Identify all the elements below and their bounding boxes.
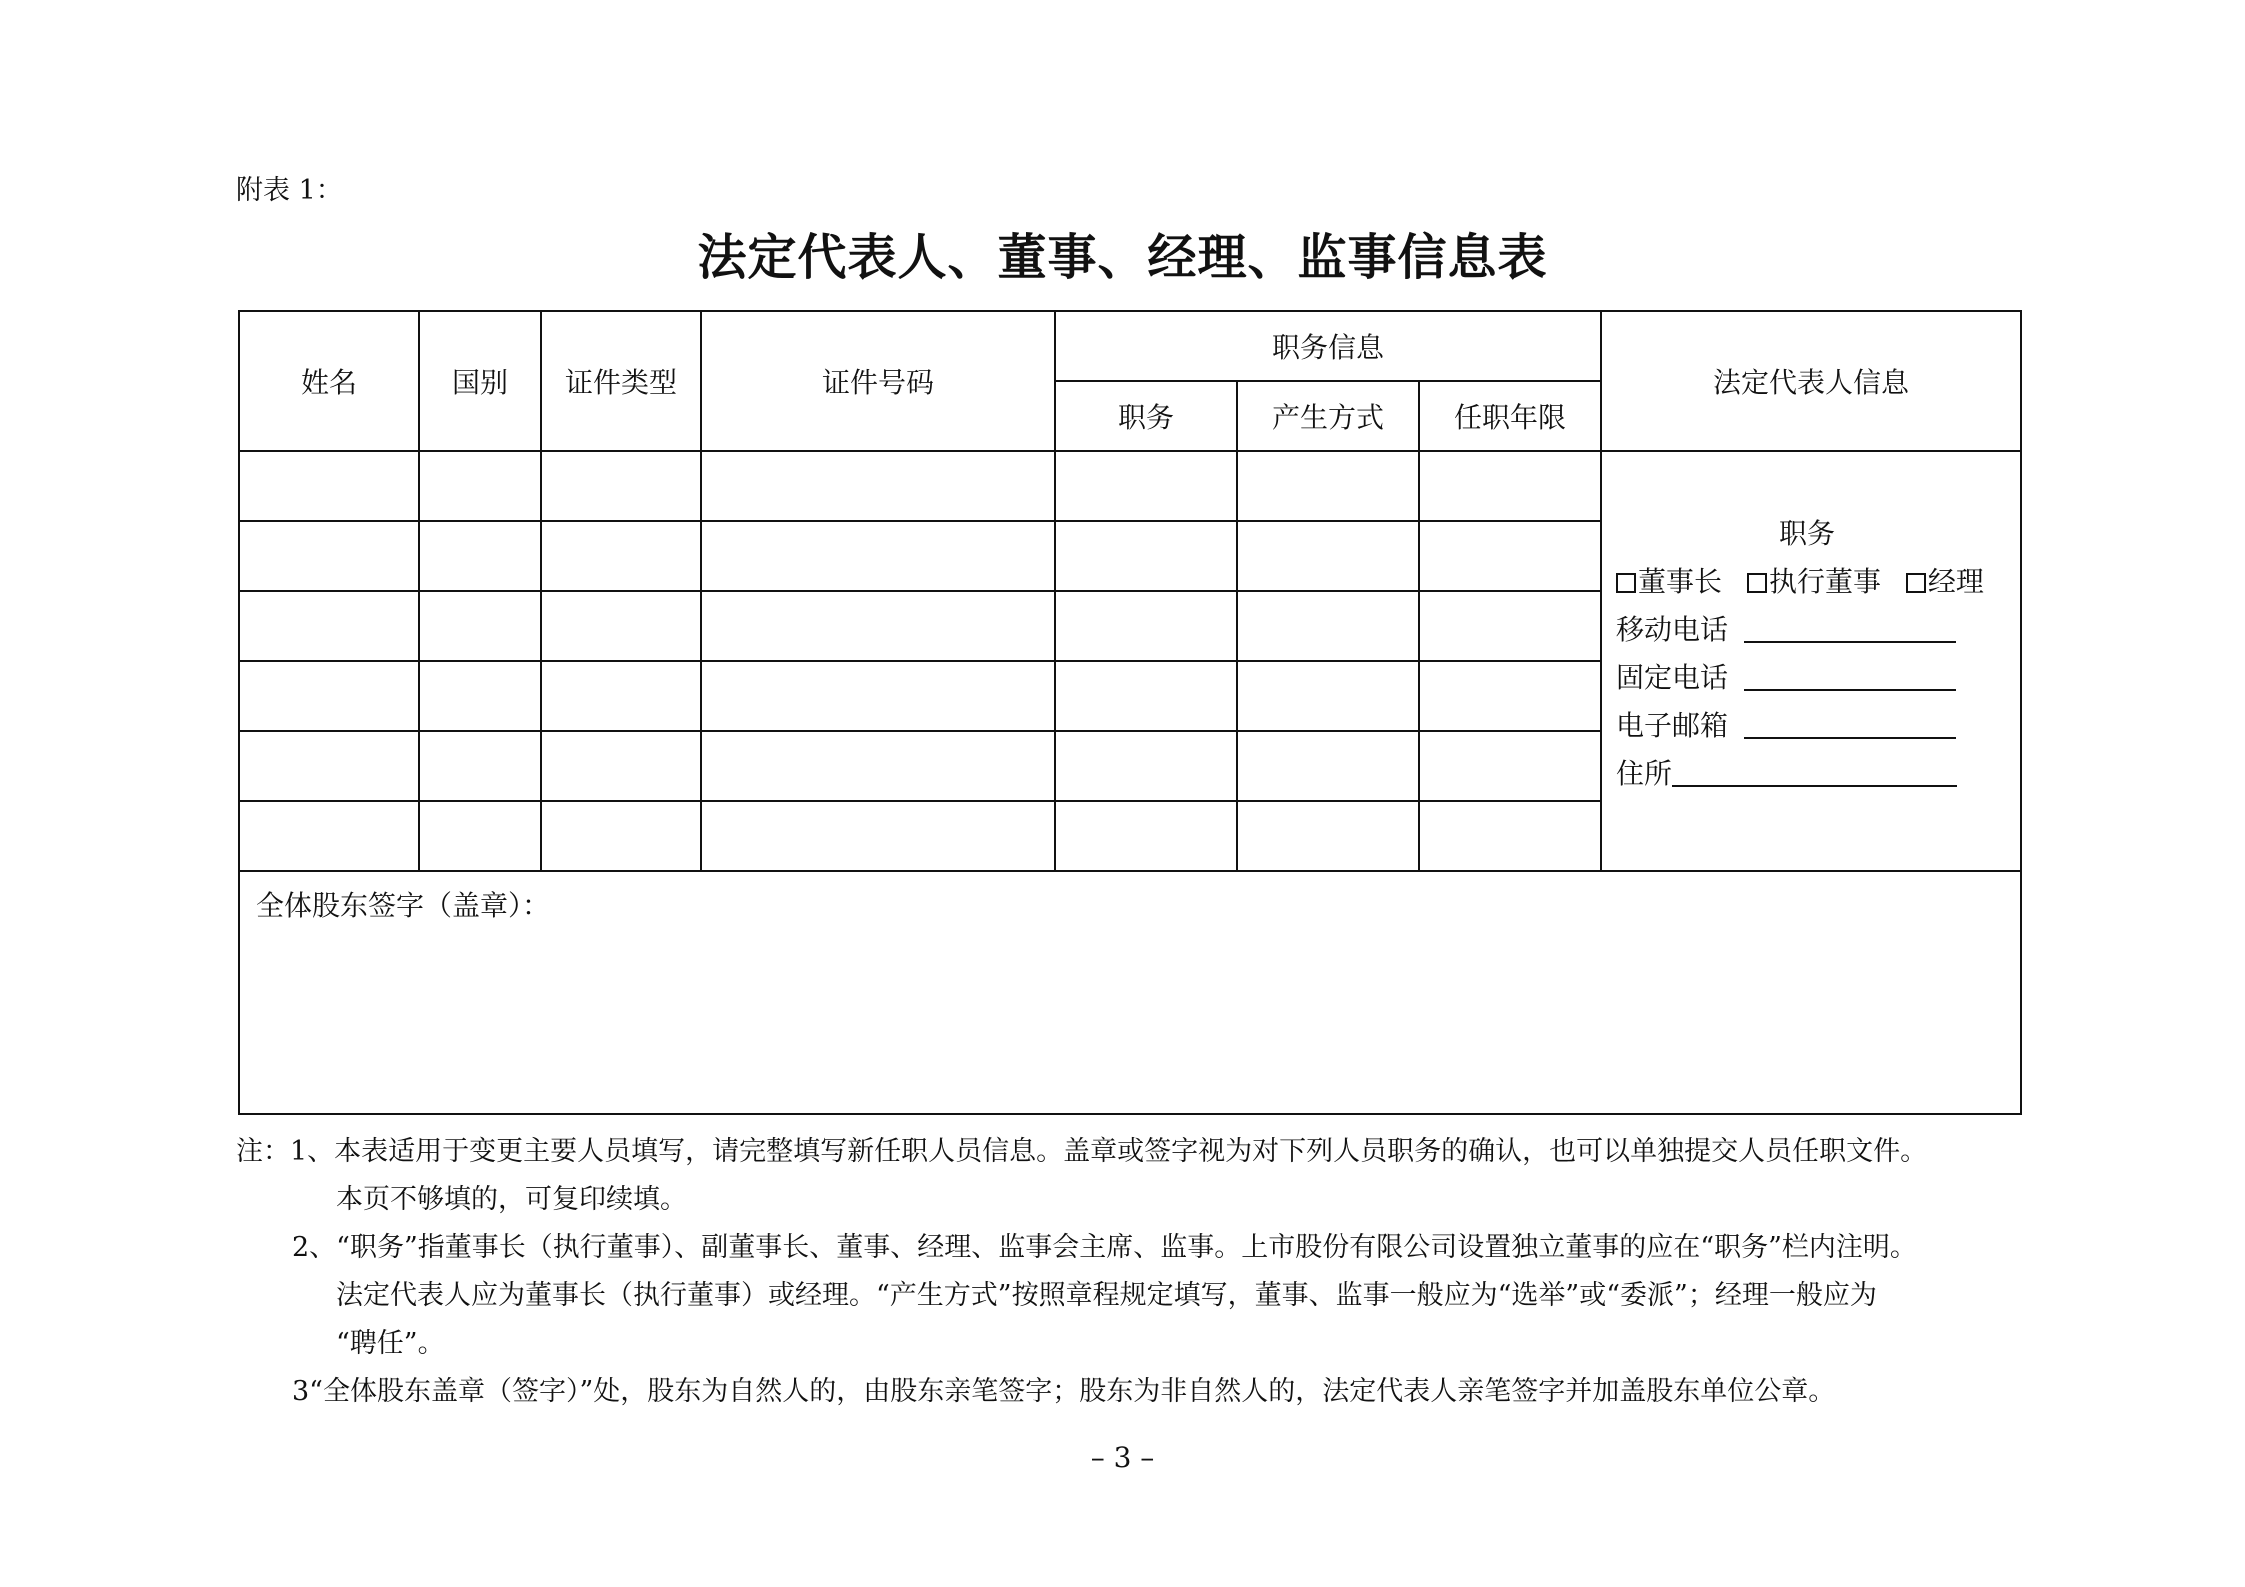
id-number-cell[interactable] — [701, 521, 1055, 591]
address-input-line[interactable] — [1672, 759, 1957, 787]
id-number-cell[interactable] — [701, 731, 1055, 801]
nationality-cell[interactable] — [419, 801, 541, 871]
mobile-label: 移动电话 — [1616, 613, 1729, 646]
appendix-label: 附表 1： — [236, 175, 343, 206]
nationality-cell[interactable] — [419, 521, 541, 591]
email-input-line[interactable] — [1744, 711, 1956, 739]
nationality-cell[interactable] — [419, 591, 541, 661]
id-type-cell[interactable] — [541, 731, 701, 801]
legal-rep-info-panel — [1601, 451, 2021, 871]
appointment-method-cell[interactable] — [1237, 661, 1419, 731]
note-line: 3“全体股东盖章（签字）”处，股东为自然人的，由股东亲笔签字；股东为非自然人的，法定代表人亲笔签字并加盖股东单位公章。 — [292, 1376, 1836, 1407]
landline-input-line[interactable] — [1744, 663, 1956, 691]
mobile-input-line[interactable] — [1744, 615, 1956, 643]
position-cell[interactable] — [1055, 591, 1237, 661]
term-cell[interactable] — [1419, 521, 1601, 591]
name-cell[interactable] — [239, 801, 419, 871]
appointment-method-cell[interactable] — [1237, 521, 1419, 591]
header-id-type: 证件类型 — [541, 311, 701, 451]
appointment-method-cell[interactable] — [1237, 451, 1419, 521]
appointment-method-cell[interactable] — [1237, 801, 1419, 871]
appointment-method-cell[interactable] — [1237, 591, 1419, 661]
option-chairman-label: 董事长 — [1638, 565, 1723, 598]
term-cell[interactable] — [1419, 591, 1601, 661]
shareholder-signature-area[interactable] — [239, 871, 2021, 1114]
mobile-field — [1616, 606, 2020, 654]
checkbox-icon[interactable] — [1906, 573, 1926, 593]
landline-label: 固定电话 — [1616, 661, 1729, 694]
header-nationality: 国别 — [419, 311, 541, 451]
id-type-cell[interactable] — [541, 661, 701, 731]
notes-section — [236, 1128, 2026, 1416]
name-cell[interactable] — [239, 521, 419, 591]
header-position-info: 职务信息 — [1055, 311, 1601, 381]
header-legal-rep-info: 法定代表人信息 — [1601, 311, 2021, 451]
nationality-cell[interactable] — [419, 731, 541, 801]
id-number-cell[interactable] — [701, 661, 1055, 731]
option-executive-director-label: 执行董事 — [1768, 565, 1881, 598]
id-number-cell[interactable] — [701, 591, 1055, 661]
email-field — [1616, 702, 2020, 750]
id-type-cell[interactable] — [541, 451, 701, 521]
id-type-cell[interactable] — [541, 801, 701, 871]
checkbox-icon[interactable] — [1616, 573, 1636, 593]
note-line: “聘任”。 — [336, 1328, 445, 1359]
landline-field — [1616, 654, 2020, 702]
id-type-cell[interactable] — [541, 591, 701, 661]
term-cell[interactable] — [1419, 801, 1601, 871]
name-cell[interactable] — [239, 451, 419, 521]
name-cell[interactable] — [239, 591, 419, 661]
checkbox-icon[interactable] — [1747, 573, 1767, 593]
id-number-cell[interactable] — [701, 801, 1055, 871]
header-name: 姓名 — [239, 311, 419, 451]
note-line: 2、“职务”指董事长（执行董事）、副董事长、董事、经理、监事会主席、监事。上市股份有限公司设置独立董事的应在“职务”栏内注明。 — [292, 1232, 1917, 1263]
table-row — [239, 451, 2021, 521]
name-cell[interactable] — [239, 661, 419, 731]
option-executive-director[interactable] — [1747, 565, 1881, 598]
id-number-cell[interactable] — [701, 451, 1055, 521]
term-cell[interactable] — [1419, 451, 1601, 521]
note-line: 注：1、本表适用于变更主要人员填写，请完整填写新任职人员信息。盖章或签字视为对下列人员职务的确认，也可以单独提交人员任职文件。 — [236, 1136, 1928, 1167]
option-chairman[interactable] — [1616, 565, 1722, 598]
term-cell[interactable] — [1419, 661, 1601, 731]
header-appointment-method: 产生方式 — [1237, 381, 1419, 451]
position-cell[interactable] — [1055, 521, 1237, 591]
legal-rep-position-title: 职务 — [1779, 517, 1836, 550]
header-term: 任职年限 — [1419, 381, 1601, 451]
nationality-cell[interactable] — [419, 661, 541, 731]
appointment-method-cell[interactable] — [1237, 731, 1419, 801]
term-cell[interactable] — [1419, 731, 1601, 801]
personnel-info-table — [238, 310, 2022, 1115]
option-manager[interactable] — [1906, 565, 1984, 598]
shareholder-signature-label: 全体股东签字（盖章）： — [256, 889, 551, 922]
position-cell[interactable] — [1055, 451, 1237, 521]
position-options — [1616, 558, 2020, 606]
note-line: 法定代表人应为董事长（执行董事）或经理。“产生方式”按照章程规定填写，董事、监事一般应为“选举”或“委派”；经理一般应为 — [336, 1280, 1877, 1311]
header-id-number: 证件号码 — [701, 311, 1055, 451]
address-field — [1616, 750, 2020, 798]
header-position: 职务 — [1055, 381, 1237, 451]
name-cell[interactable] — [239, 731, 419, 801]
position-cell[interactable] — [1055, 731, 1237, 801]
form-title: 法定代表人、董事、经理、监事信息表 — [697, 228, 1548, 286]
address-label: 住所 — [1616, 757, 1673, 790]
id-type-cell[interactable] — [541, 521, 701, 591]
position-cell[interactable] — [1055, 801, 1237, 871]
option-manager-label: 经理 — [1927, 565, 1984, 598]
note-line: 本页不够填的，可复印续填。 — [336, 1184, 687, 1215]
position-cell[interactable] — [1055, 661, 1237, 731]
page-number: – 3 – — [1090, 1441, 1155, 1474]
nationality-cell[interactable] — [419, 451, 541, 521]
email-label: 电子邮箱 — [1616, 709, 1729, 742]
